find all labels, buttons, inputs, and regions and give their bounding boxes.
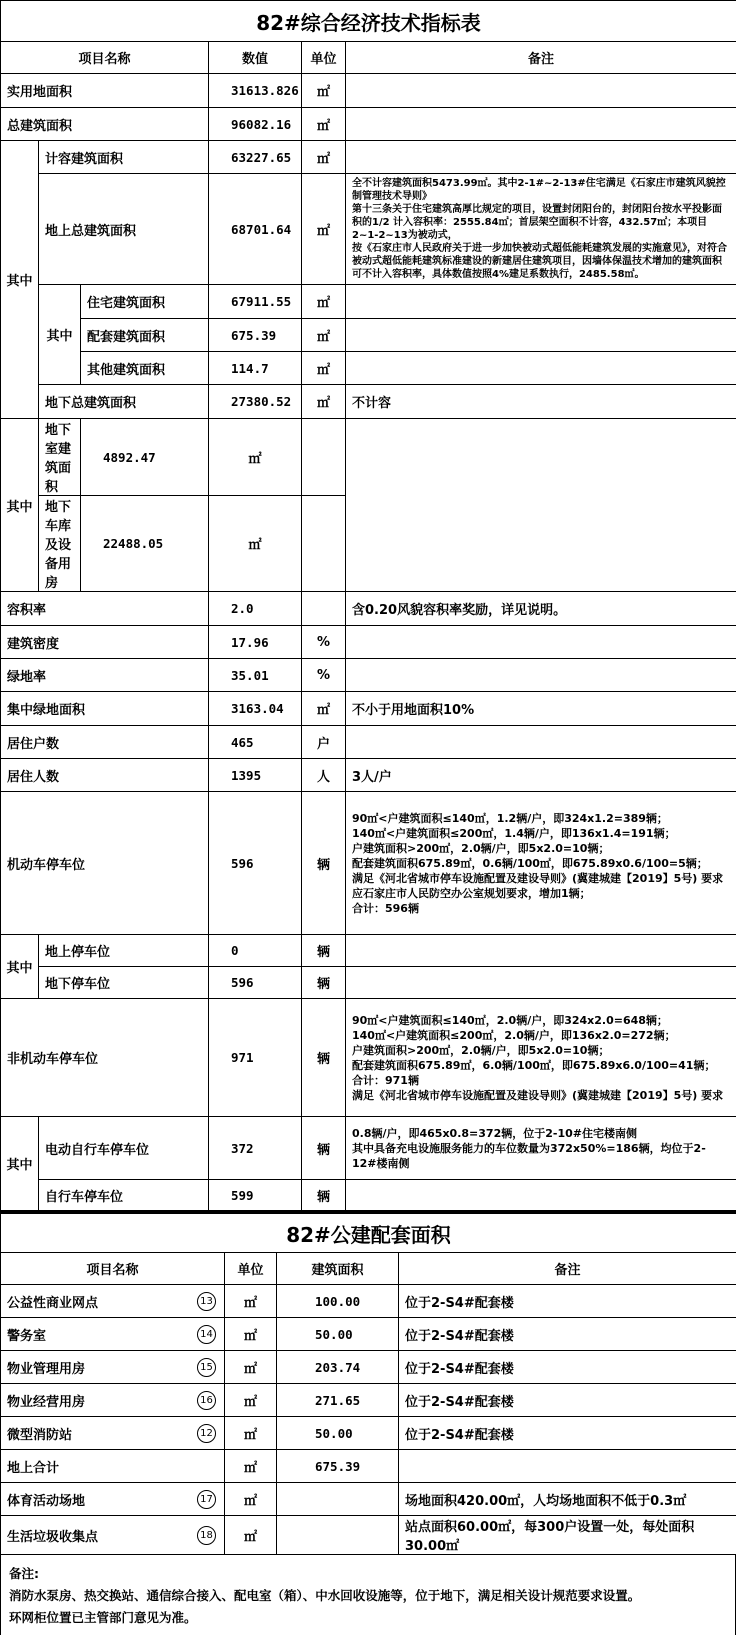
row-remark: 场地面积420.00㎡，人均场地面积不低于0.3㎡	[399, 1483, 736, 1516]
qizhong-label: 其中	[1, 1117, 39, 1211]
table-row: 实用地面积 31613.826 ㎡	[1, 74, 736, 108]
table-row: 集中绿地面积 3163.04 ㎡ 不小于用地面积10%	[1, 692, 736, 726]
row-name: 生活垃圾收集点	[7, 1530, 98, 1545]
table-row: 机动车停车位 596 辆 90㎡<户建筑面积≤140㎡，1.2辆/户，即324x1.2=389辆； 140㎡<户建筑面积≤200㎡，1.4辆/户，即136x1.4=191辆； 户建筑面积>200㎡，2.0辆/户，即5x2.0=10辆； 配套建筑面积675.89㎡，0.6辆/100㎡，即675.89x0.6/100=5辆； 满足《河北省城市停车设施配置及建设导则》(冀建城建【2019】5号) 要求 应石家庄市人民防空办公室规划要求，增加1辆； 合计：596辆	[1, 792, 736, 935]
table-row: 其中 住宅建筑面积 67911.55 ㎡	[1, 285, 736, 319]
table-row: 其中 电动自行车停车位 372 辆 0.8辆/户，即465x0.8=372辆，位于2-10#住宅楼南侧 其中具备充电设施服务能力的车位数量为372x50%=186辆，均位于2-12#楼南侧	[1, 1117, 736, 1180]
table-row: 非机动车停车位 971 辆 90㎡<户建筑面积≤140㎡，2.0辆/户，即324x2.0=648辆； 140㎡<户建筑面积≤200㎡，2.0辆/户，即136x2.0=272辆； 户建筑面积>200㎡，2.0辆/户，即5x2.0=10辆； 配套建筑面积675.89㎡，6.0辆/100㎡，即675.89x6.0/100=41辆； 合计：971辆 满足《河北省城市停车设施配置及建设导则》(冀建城建【2019】5号) 要求	[1, 999, 736, 1117]
row-name: 微型消防站	[7, 1428, 72, 1443]
table2-title: 82#公建配套面积	[1, 1213, 736, 1253]
table-row: 其他建筑面积 114.7 ㎡	[1, 352, 736, 385]
circled-number-icon: 15	[197, 1358, 216, 1377]
table-row: 其中 地上停车位 0 辆	[1, 935, 736, 967]
ebike-remark: 0.8辆/户，即465x0.8=372辆，位于2-10#住宅楼南侧 其中具备充电设施服务能力的车位数量为372x50%=186辆，均位于2-12#楼南侧	[346, 1117, 736, 1180]
header-unit: 单位	[302, 42, 346, 74]
table-row	[1, 1285, 736, 1318]
row-area: 100.00	[277, 1285, 399, 1318]
above-area-remark: 全不计容建筑面积5473.99㎡。其中2-1#~2-13#住宅满足《石家庄市建筑风貌控制管理技术导则》 第十三条关于住宅建筑高厚比规定的项目，设置封闭阳台的，封闭阳台按水平投影面积的1/2 计入容积率：2555.84㎡；首层架空面积不计容，432.57㎡；本项目2~1-2~13为被动式， 按《石家庄市人民政府关于进一步加快被动式超低能耗建筑发展的实施意见》，对符合被动式超低能耗建筑标准建设的新建居住建筑项目，因墙体保温技术增加的建筑面积可不计入容积率，具体数值按照4%建足系数执行，2485.58㎡。	[346, 174, 736, 285]
table-row: 自行车停车位 599 辆	[1, 1180, 736, 1211]
car-parking-remark: 90㎡<户建筑面积≤140㎡，1.2辆/户，即324x1.2=389辆； 140㎡<户建筑面积≤200㎡，1.4辆/户，即136x1.4=191辆； 户建筑面积>200㎡，2.0辆/户，即5x2.0=10辆； 配套建筑面积675.89㎡，0.6辆/100㎡，即675.89x0.6/100=5辆； 满足《河北省城市停车设施配置及建设导则》(冀建城建【2019】5号) 要求 应石家庄市人民防空办公室规划要求，增加1辆； 合计：596辆	[346, 792, 736, 935]
row-unit: ㎡	[225, 1318, 277, 1351]
circled-number-icon: 13	[197, 1292, 216, 1311]
row-area: 203.74	[277, 1351, 399, 1384]
table-row: 居住人数 1395 人 3人/户	[1, 759, 736, 792]
header-unit: 单位	[225, 1253, 277, 1285]
table-row: 总建筑面积 96082.16 ㎡	[1, 108, 736, 141]
row-remark: 位于2-S4#配套楼	[399, 1417, 736, 1450]
table-row: 建筑密度 17.96 %	[1, 626, 736, 659]
public-facilities-table	[0, 1211, 736, 1555]
footer-notes	[0, 1555, 736, 1635]
header-value: 数值	[209, 42, 302, 74]
table-row: 绿地率 35.01 %	[1, 659, 736, 692]
circled-number-icon: 16	[197, 1391, 216, 1410]
table-row	[1, 1516, 736, 1555]
table-row	[1, 1384, 736, 1417]
row-remark: 站点面积60.00㎡，每300户设置一处，每处面积30.00㎡	[399, 1516, 736, 1555]
table-row	[1, 1351, 736, 1384]
row-area: 271.65	[277, 1384, 399, 1417]
row-name: 地上合计	[7, 1461, 59, 1476]
qizhong-label: 其中	[1, 935, 39, 999]
row-unit: ㎡	[225, 1384, 277, 1417]
row-remark: 位于2-S4#配套楼	[399, 1351, 736, 1384]
table-row: 其中 计容建筑面积 63227.65 ㎡	[1, 141, 736, 174]
row-unit: ㎡	[225, 1417, 277, 1450]
qizhong-label: 其中	[1, 419, 39, 592]
row-name: 物业管理用房	[7, 1362, 85, 1377]
header-area: 建筑面积	[277, 1253, 399, 1285]
table-row: 居住户数 465 户	[1, 726, 736, 759]
table-row: 地下总建筑面积 27380.52 ㎡ 不计容	[1, 385, 736, 419]
row-area: 50.00	[277, 1417, 399, 1450]
row-area: 675.39	[277, 1450, 399, 1483]
row-remark: 位于2-S4#配套楼	[399, 1285, 736, 1318]
qizhong-label: 其中	[39, 285, 81, 385]
header-remark: 备注	[399, 1253, 736, 1285]
row-unit: ㎡	[225, 1483, 277, 1516]
row-name: 物业经营用房	[7, 1395, 85, 1410]
row-unit: ㎡	[225, 1450, 277, 1483]
row-remark	[399, 1450, 736, 1483]
nonmotor-remark: 90㎡<户建筑面积≤140㎡，2.0辆/户，即324x2.0=648辆； 140㎡<户建筑面积≤200㎡，2.0辆/户，即136x2.0=272辆； 户建筑面积>200㎡，2.0辆/户，即5x2.0=10辆； 配套建筑面积675.89㎡，6.0辆/100㎡，即675.89x6.0/100=41辆； 合计：971辆 满足《河北省城市停车设施配置及建设导则》(冀建城建【2019】5号) 要求	[346, 999, 736, 1117]
table-row: 地下停车位 596 辆	[1, 967, 736, 999]
row-unit: ㎡	[225, 1351, 277, 1384]
circled-number-icon: 14	[197, 1325, 216, 1344]
row-area: 50.00	[277, 1318, 399, 1351]
table-row	[1, 1450, 736, 1483]
table-row: 容积率 2.0 含0.20风貌容积率奖励，详见说明。	[1, 592, 736, 626]
header-name: 项目名称	[1, 1253, 225, 1285]
row-area	[277, 1516, 399, 1555]
circled-number-icon: 12	[197, 1424, 216, 1443]
table-row	[1, 1318, 736, 1351]
qizhong-label: 其中	[1, 141, 39, 419]
table-row: 配套建筑面积 675.39 ㎡	[1, 319, 736, 352]
table-row: 地上总建筑面积 68701.64 ㎡ 全不计容建筑面积5473.99㎡。其中2-1#~2-13#住宅满足《石家庄市建筑风貌控制管理技术导则》 第十三条关于住宅建筑高厚比规定的项目，设置封闭阳台的，封闭阳台按水平投影面积的1/2 计入容积率：2555.84㎡；首层架空面积不计容，432.57㎡；本项目2~1-2~13为被动式， 按《石家庄市人民政府关于进一步加快被动式超低能耗建筑发展的实施意见》，对符合被动式超低能耗建筑标准建设的新建居住建筑项目，因墙体保温技术增加的建筑面积可不计入容积率，具体数值按照4%建足系数执行，2485.58㎡。	[1, 174, 736, 285]
footer-line: 环网柜位置已主管部门意见为准。	[9, 1607, 727, 1629]
table-row: 其中 地下室建筑面积 4892.47 ㎡	[1, 419, 736, 496]
row-name: 警务室	[7, 1329, 46, 1344]
row-unit: ㎡	[225, 1285, 277, 1318]
table1-title: 82#综合经济技术指标表	[1, 1, 736, 42]
header-name: 项目名称	[1, 42, 209, 74]
footer-line: 消防水泵房、热交换站、通信综合接入、配电室（箱）、中水回收设施等，位于地下，满足相关设计规范要求设置。	[9, 1585, 727, 1607]
row-area	[277, 1483, 399, 1516]
table-row	[1, 1483, 736, 1516]
table-row	[1, 1417, 736, 1450]
circled-number-icon: 18	[197, 1526, 216, 1545]
row-remark: 位于2-S4#配套楼	[399, 1384, 736, 1417]
row-name: 体育活动场地	[7, 1494, 85, 1509]
circled-number-icon: 17	[197, 1490, 216, 1509]
row-name: 公益性商业网点	[7, 1296, 98, 1311]
row-remark: 位于2-S4#配套楼	[399, 1318, 736, 1351]
row-unit: ㎡	[225, 1516, 277, 1555]
footer-title: 备注:	[9, 1563, 727, 1585]
header-remark: 备注	[346, 42, 736, 74]
table-row: 地下车库及设备用房 22488.05 ㎡	[1, 496, 736, 592]
